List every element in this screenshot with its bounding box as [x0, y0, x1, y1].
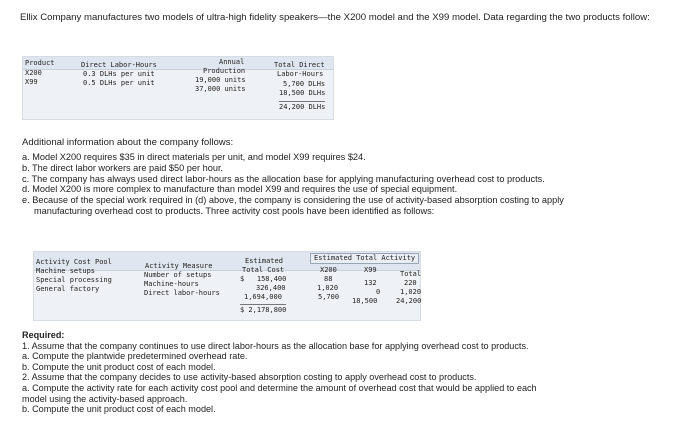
- pool-row1-x99: 132: [364, 279, 377, 287]
- pool-row1-measure: Number of setups: [144, 271, 212, 279]
- product-data-table: [22, 56, 334, 120]
- grand-total-cost: $ 2,178,800: [240, 306, 287, 314]
- row2-dlh: 0.5 DLHs per unit: [83, 79, 155, 87]
- req-2a: a. Compute the activity rate for each activity cost pool and determine the amount of overhead cost that would be applied to each: [22, 382, 537, 393]
- row1-product: X200: [25, 69, 42, 77]
- pool-row3-measure: Direct labor-hours: [144, 289, 220, 297]
- header-estimated: Estimated: [245, 257, 283, 265]
- header-total-cost: Total Cost: [242, 266, 285, 274]
- header-estimated-total-activity: Estimated Total Activity: [314, 254, 416, 262]
- pool-row2-x200: 1,020: [317, 284, 339, 292]
- activity-cost-table: [33, 251, 421, 321]
- problem-intro: Ellix Company manufactures two models of ultra-high fidelity speakers—the X200 model and the X99 model. Data regarding the two products follow:: [20, 12, 650, 23]
- info-item-c: c. The company has always used direct labor-hours as the allocation base for applying manufacturing overhead cost to products.: [22, 173, 545, 184]
- header-direct-labor-hours: Direct Labor-Hours: [81, 61, 157, 69]
- header-labor-hours: Labor-Hours: [277, 70, 324, 78]
- row2-product: X99: [25, 78, 38, 86]
- pool-row2-total: 1,020: [400, 288, 422, 296]
- additional-info-heading: Additional information about the company follows:: [22, 137, 234, 148]
- required-title: Required:: [22, 330, 65, 340]
- header-x99: X99: [364, 266, 377, 274]
- grand-total-dlh: 24,200 DLHs: [279, 103, 326, 111]
- pool-row2-name: Special processing: [36, 276, 112, 284]
- required-section: [22, 330, 692, 415]
- pool-row1-total: 220: [404, 279, 417, 287]
- info-item-b: b. The direct labor workers are paid $50 per hour.: [22, 162, 224, 173]
- req-2a-cont: model using the activity-based approach.: [22, 393, 188, 404]
- header-x200: X200: [320, 266, 337, 274]
- row2-production: 37,000 units: [195, 85, 246, 93]
- header-total-direct: Total Direct: [274, 61, 325, 69]
- pool-row2-x99: 0: [376, 288, 381, 296]
- row1-production: 19,000 units: [195, 76, 246, 84]
- header-product: Product: [25, 59, 55, 67]
- row1-total: 5,700 DLHs: [283, 80, 326, 88]
- info-item-e: e. Because of the special work required in (d) above, the company is considering the use of activity-based absorption costing to apply: [22, 195, 564, 206]
- req-2: 2. Assume that the company decides to use activity-based absorption costing to apply overhead cost to products.: [22, 372, 477, 383]
- pool-row3-x200: 5,700: [318, 293, 340, 301]
- row2-total: 18,500 DLHs: [279, 89, 326, 97]
- header-annual: Annual: [219, 58, 245, 66]
- pool-row1-name: Machine setups: [36, 267, 96, 275]
- pool-row2-measure: Machine-hours: [144, 280, 199, 288]
- info-item-a: a. Model X200 requires $35 in direct materials per unit, and model X99 requires $24.: [22, 152, 366, 162]
- info-list: [22, 152, 682, 217]
- pool-row3-total: 24,200: [396, 297, 422, 305]
- req-2b: b. Compute the unit product cost of each model.: [22, 404, 216, 415]
- pool-row1-cost: $ 158,400: [240, 275, 287, 283]
- req-1b: b. Compute the unit product cost of each model.: [22, 361, 216, 372]
- header-activity-measure: Activity Measure: [145, 262, 213, 270]
- info-item-e-cont: manufacturing overhead cost to products. Three activity cost pools have been identified as follows:: [34, 205, 435, 216]
- req-1a: a. Compute the plantwide predetermined overhead rate.: [22, 351, 248, 362]
- header-activity-cost-pool: Activity Cost Pool: [36, 258, 112, 266]
- pool-row1-x200: 88: [324, 275, 333, 283]
- pool-row3-cost: 1,694,000: [244, 293, 282, 301]
- header-production-label: Production: [203, 67, 246, 75]
- row1-dlh: 0.3 DLHs per unit: [83, 70, 155, 78]
- info-item-d: d. Model X200 is more complex to manufacture than model X99 and requires the use of special equipment.: [22, 184, 458, 195]
- pool-row2-cost: 326,400: [256, 284, 286, 292]
- header-total: Total: [400, 270, 422, 278]
- pool-row3-x99: 18,500: [352, 297, 378, 305]
- req-1: 1. Assume that the company continues to use direct labor-hours as the allocation base for applying overhead cost to products.: [22, 340, 529, 351]
- pool-row3-name: General factory: [36, 285, 100, 293]
